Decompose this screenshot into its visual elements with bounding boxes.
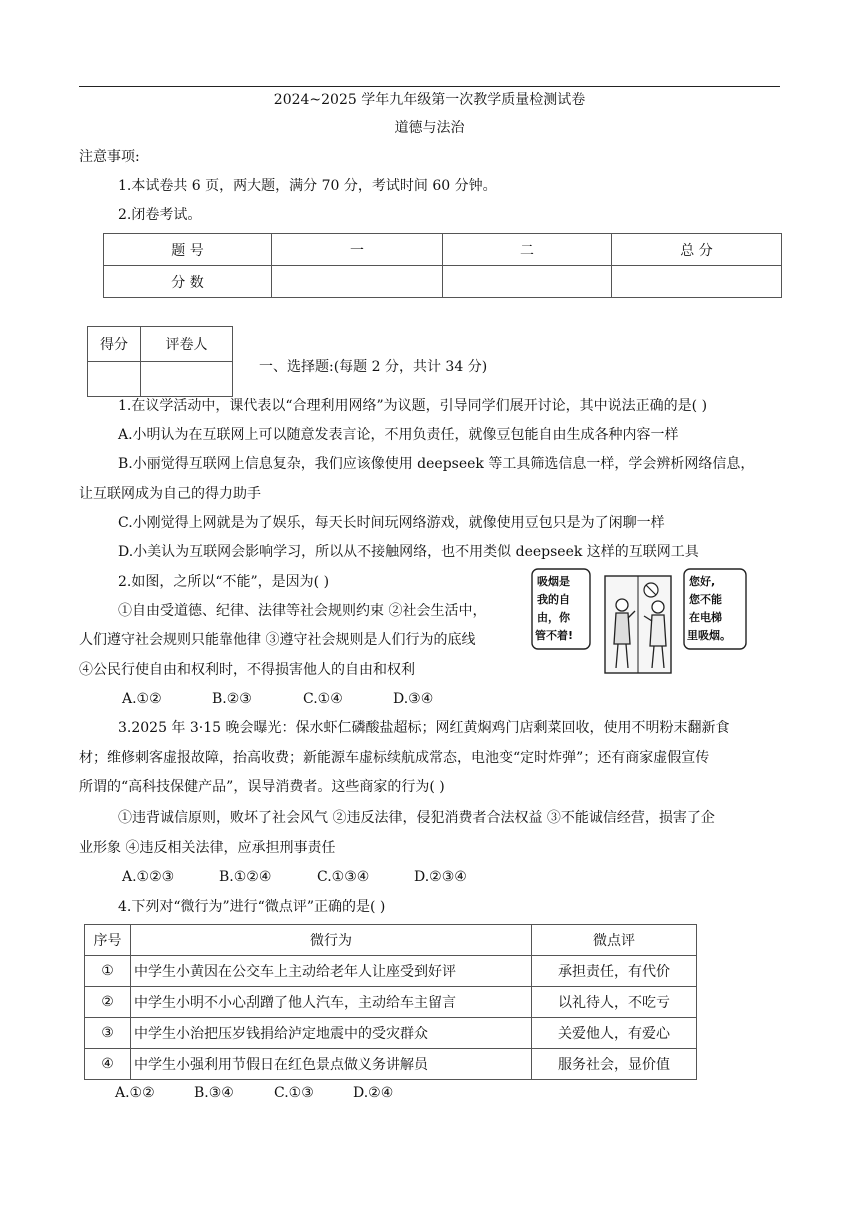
column-header: 微点评 [532,925,697,956]
option-d: D.②④ [353,1085,394,1101]
question-stem-continued: 所谓的“高科技保健产品”，误导消费者。这些商家的行为( ) [79,779,445,795]
score-input-cell[interactable] [443,266,612,298]
question-stem: 1.在议学活动中，课代表以“合理利用网络”为议题，引导同学们展开讨论，其中说法正确的是( ) [118,398,708,414]
option-d: D.小美认为互联网会影响学习，所以从不接触网络，也不用类似 deepseek 这样的互联网工具 [118,544,699,560]
table-cell: 关爱他人，有爱心 [532,1018,697,1049]
option-a: A.①②③ [122,869,175,885]
statement-line: ①自由受道德、纪律、法律等社会规则约束 ②社会生活中， [118,603,487,619]
table-cell: 以礼待人，不吃亏 [532,987,697,1018]
question-stem: 3.2025 年 3·15 晚会曝光：保水虾仁磷酸盐超标；网红黄焖鸡门店剩菜回收，使用不明粉末翻新食 [118,720,730,736]
table-cell: 得分 [88,327,141,362]
statement-line: ④公民行使自由和权利时，不得损害他人的自由和权利 [79,662,415,678]
option-c: C.①④ [303,691,343,707]
statement-line: ①违背诚信原则，败坏了社会风气 ②违反法律，侵犯消费者合法权益 ③不能诚信经营，损害了企 [118,810,715,826]
table-cell: 总 分 [612,234,782,266]
table-row [85,956,697,987]
table-row [85,1018,697,1049]
table-cell: 服务社会，显价值 [532,1049,697,1080]
statement-line: 人们遵守社会规则只能靠他律 ③遵守社会规则是人们行为的底线 [79,632,476,648]
table-row [104,266,782,298]
section-title: 一、选择题:(每题 2 分，共计 34 分) [259,359,488,375]
table-row [104,234,782,266]
bubble-text: 管不着! [535,629,574,642]
option-b: B.③④ [194,1085,234,1101]
exam-title: 2024~2025 学年九年级第一次教学质量检测试卷 [273,92,586,108]
table-cell: 一 [272,234,443,266]
table-cell: ④ [85,1049,131,1080]
table-row [85,1049,697,1080]
table-cell: ① [85,956,131,987]
column-header: 微行为 [131,925,532,956]
note-item: 1.本试卷共 6 页，两大题，满分 70 分，考试时间 60 分钟。 [118,178,497,194]
option-c: C.①③④ [317,869,370,885]
option-d: D.②③④ [414,869,467,885]
table-cell: 评卷人 [141,327,233,362]
table-cell: 题 号 [104,234,272,266]
bubble-text: 由，你 [537,611,570,624]
option-c: C.①③ [274,1085,314,1101]
table-cell: 承担责任，有代价 [532,956,697,987]
notes-heading: 注意事项: [79,149,140,165]
column-header: 序号 [85,925,131,956]
header-rule [79,86,780,87]
table-cell: ② [85,987,131,1018]
table-cell: 二 [443,234,612,266]
cartoon-figure [527,566,751,676]
bubble-text: 我的自 [537,593,570,606]
table-cell: 中学生小明不小心刮蹭了他人汽车，主动给车主留言 [131,987,532,1018]
option-b: B.小丽觉得互联网上信息复杂，我们应该像使用 deepseek 等工具筛选信息一样，学会辨析网络信息， [118,456,755,472]
option-b: B.②③ [212,691,252,707]
bubble-text: 吸烟是 [537,575,570,588]
bubble-text: 您不能 [689,593,722,606]
score-table [103,233,782,298]
question-stem-continued: 材；维修刺客虚报故障，抬高收费；新能源车虚标续航成常态，电池变“定时炸弹”；还有商家虚假宣传 [79,750,710,766]
bubble-text: 里吸烟。 [687,629,731,642]
note-item: 2.闭卷考试。 [118,207,202,223]
table-cell: 中学生小治把压岁钱捐给泸定地震中的受灾群众 [131,1018,532,1049]
table-row [85,987,697,1018]
table-cell: 中学生小黄因在公交车上主动给老年人让座受到好评 [131,956,532,987]
option-c: C.小刚觉得上网就是为了娱乐，每天长时间玩网络游戏，就像使用豆包只是为了闲聊一样 [118,515,665,531]
score-input-cell[interactable] [88,362,141,397]
statement-line: 业形象 ④违反相关法律，应承担刑事责任 [79,840,336,856]
bubble-text: 在电梯 [689,611,722,624]
table-cell: ③ [85,1018,131,1049]
option-a: A.①② [122,691,162,707]
option-a: A.小明认为在互联网上可以随意发表言论，不用负责任，就像豆包能自由生成各种内容一样 [118,427,679,443]
subject-title: 道德与法治 [394,120,465,136]
score-input-cell[interactable] [612,266,782,298]
option-b: B.①②④ [219,869,272,885]
table-row [88,327,233,362]
option-b-continued: 让互联网成为自己的得力助手 [79,486,261,502]
question-stem: 4.下列对“微行为”进行“微点评”正确的是( ) [118,899,386,915]
option-d: D.③④ [393,691,434,707]
score-input-cell[interactable] [272,266,443,298]
question-stem: 2.如图，之所以“不能”，是因为( ) [118,574,330,590]
bubble-text: 您好, [689,575,716,588]
table-row [88,362,233,397]
table-header-row [85,925,697,956]
grader-input-cell[interactable] [141,362,233,397]
grader-box [87,326,233,397]
option-a: A.①② [115,1085,155,1101]
table-cell: 中学生小强利用节假日在红色景点做义务讲解员 [131,1049,532,1080]
behavior-table [84,924,697,1080]
table-cell: 分 数 [104,266,272,298]
